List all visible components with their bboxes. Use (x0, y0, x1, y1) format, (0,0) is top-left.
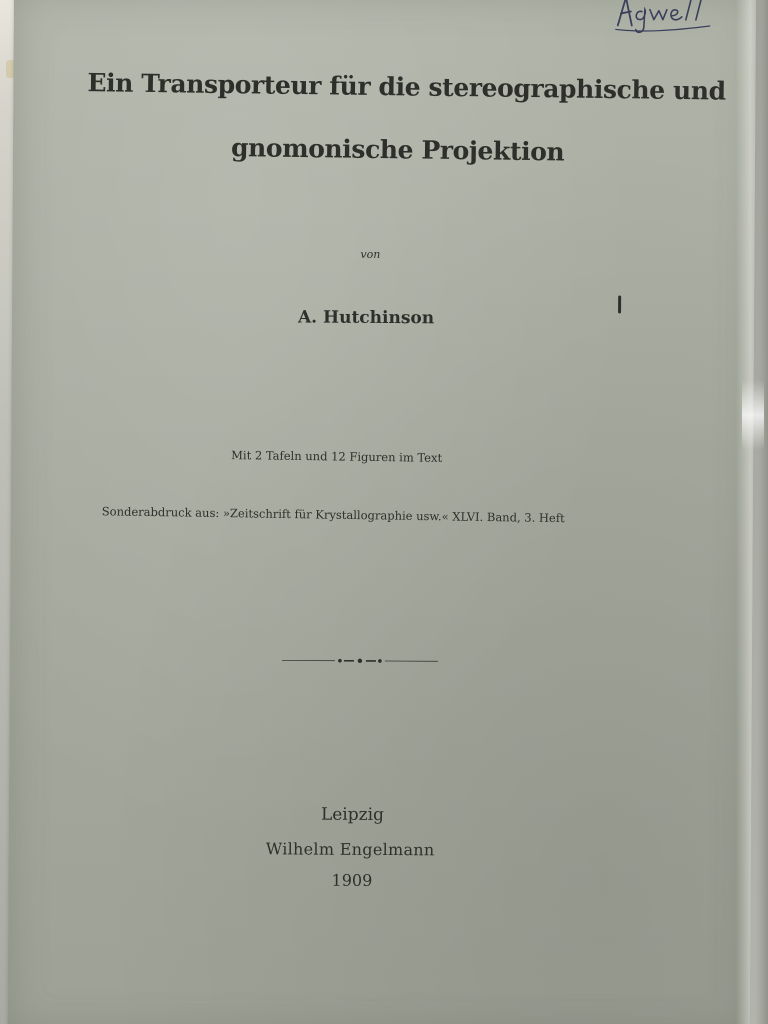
title-line-1: Ein Transporteur für die stereographische und (87, 68, 726, 106)
plates-note: Mit 2 Tafeln und 12 Figuren im Text (231, 448, 443, 465)
book-cover (8, 0, 756, 1024)
plastic-sleeve-edge (736, 0, 768, 1024)
ink-mark (618, 295, 621, 313)
offprint-note: Sonderabdruck aus: »Zeitschrift für Krystallographie usw.« XLVI. Band, 3. Heft (101, 504, 565, 526)
author-name: A. Hutchinson (297, 307, 435, 329)
imprint-publisher: Wilhelm Engelmann (265, 839, 435, 860)
byline: von (360, 247, 381, 261)
imprint-year: 1909 (331, 870, 373, 890)
imprint-city: Leipzig (320, 804, 384, 826)
title-line-2: gnomonische Projektion (230, 133, 565, 167)
handwritten-signature (612, 0, 716, 36)
ornament-divider (280, 653, 440, 668)
